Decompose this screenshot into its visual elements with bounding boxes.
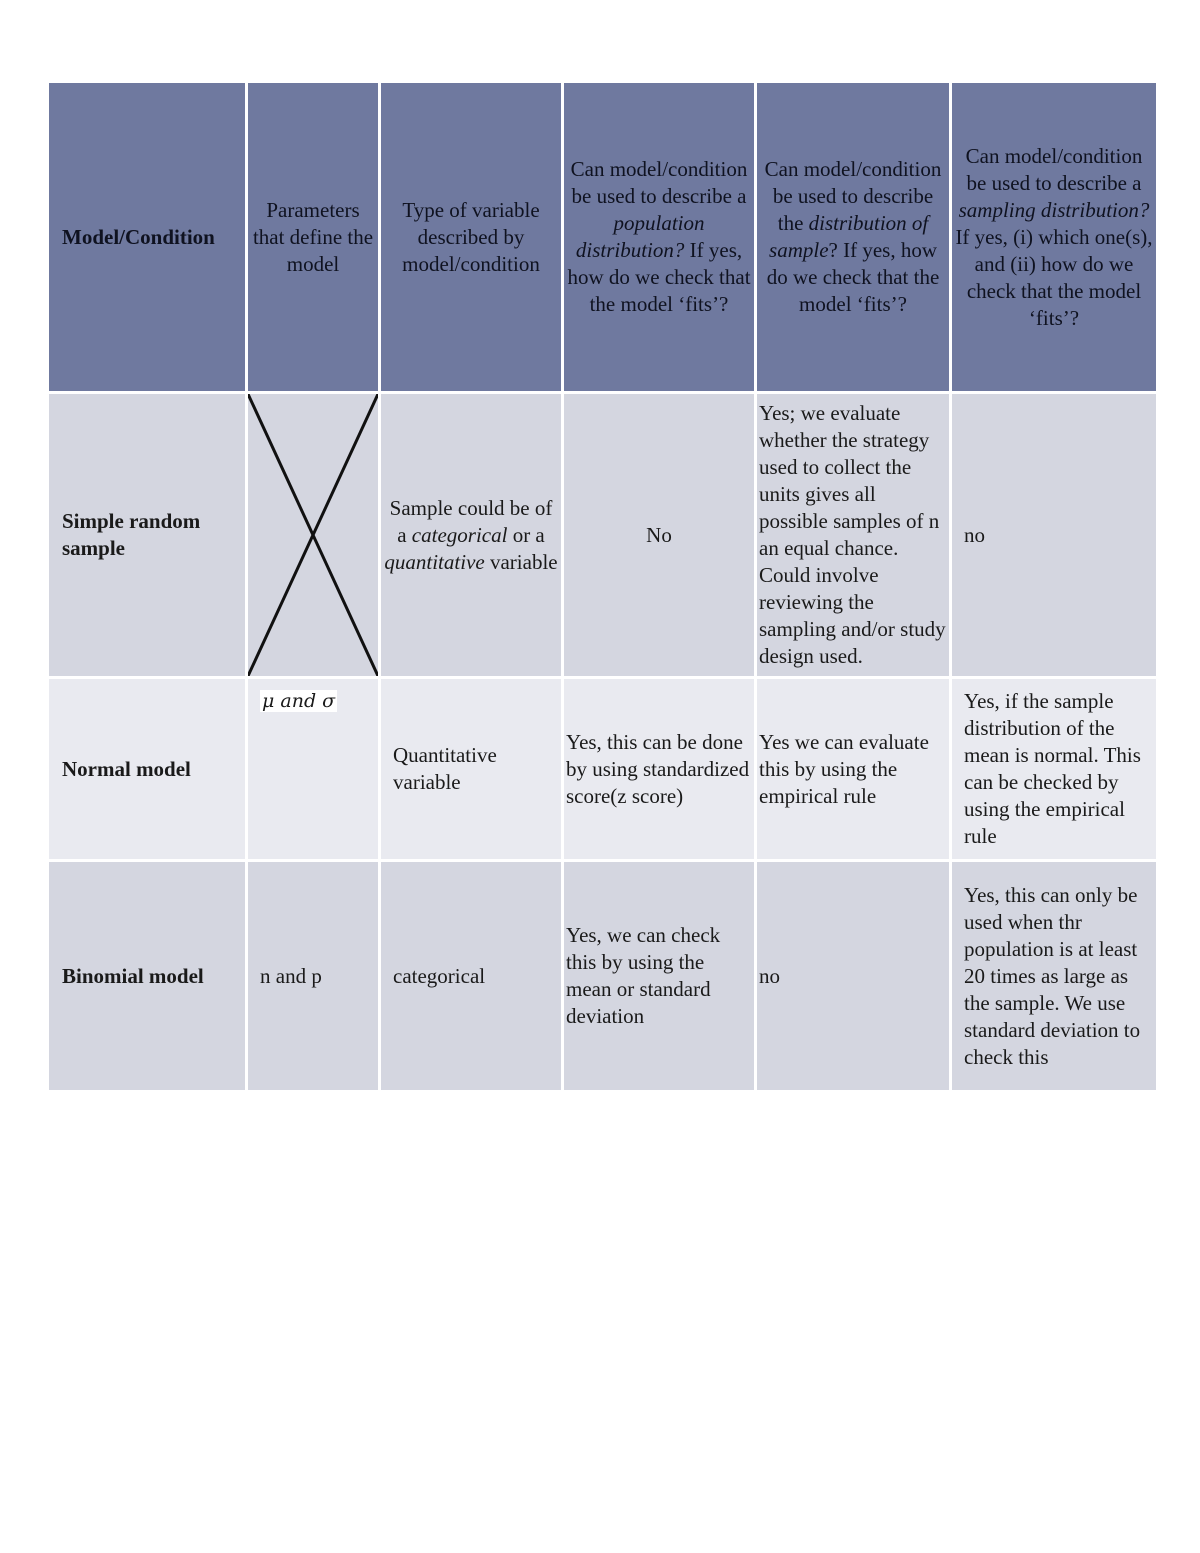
row-sample: Yes; we evaluate whether the strategy used to collect the units gives all possible samples of n an equal chance. Could involve reviewing the sampling and/or study design used.: [757, 394, 949, 676]
header-row: [49, 83, 1156, 391]
header-parameters: Parameters that define the model: [248, 83, 378, 391]
row-sampling: no: [952, 394, 1156, 676]
row-parameters: n and p: [248, 862, 378, 1090]
header-model-condition: Model/Condition: [49, 83, 245, 391]
not-applicable-cross-icon: [248, 394, 378, 676]
models-table: [46, 80, 1159, 1093]
table-row: [49, 679, 1156, 859]
row-model-name: Simple random sample: [49, 394, 245, 676]
row-sampling: Yes, this can only be used when thr population is at least 20 times as large as the sample. We use standard deviation to check this: [952, 862, 1156, 1090]
cross-mark: [248, 394, 378, 676]
row-model-name: Normal model: [49, 679, 245, 859]
row-population: Yes, we can check this by using the mean or standard deviation: [564, 862, 754, 1090]
header-sampling-distribution: Can model/condition be used to describe a sampling distribution? If yes, (i) which one(s), and (ii) how do we check that the model ‘fits’?: [952, 83, 1156, 391]
row-parameters: μ and σ: [248, 679, 378, 859]
row-population: No: [564, 394, 754, 676]
row-variable-type: categorical: [381, 862, 561, 1090]
header-sample-distribution: Can model/condition be used to describe the distribution of sample? If yes, how do we check that the model ‘fits’?: [757, 83, 949, 391]
row-sampling: Yes, if the sample distribution of the mean is normal. This can be checked by using the empirical rule: [952, 679, 1156, 859]
row-population: Yes, this can be done by using standardized score(z score): [564, 679, 754, 859]
row-variable-type: Quantitative variable: [381, 679, 561, 859]
row-model-name: Binomial model: [49, 862, 245, 1090]
row-variable-type: Sample could be of a categorical or a quantitative variable: [381, 394, 561, 676]
table-row: [49, 394, 1156, 676]
header-variable-type: Type of variable described by model/condition: [381, 83, 561, 391]
header-population-distribution: Can model/condition be used to describe a population distribution? If yes, how do we check that the model ‘fits’?: [564, 83, 754, 391]
row-sample: no: [757, 862, 949, 1090]
row-sample: Yes we can evaluate this by using the empirical rule: [757, 679, 949, 859]
table-row: [49, 862, 1156, 1090]
